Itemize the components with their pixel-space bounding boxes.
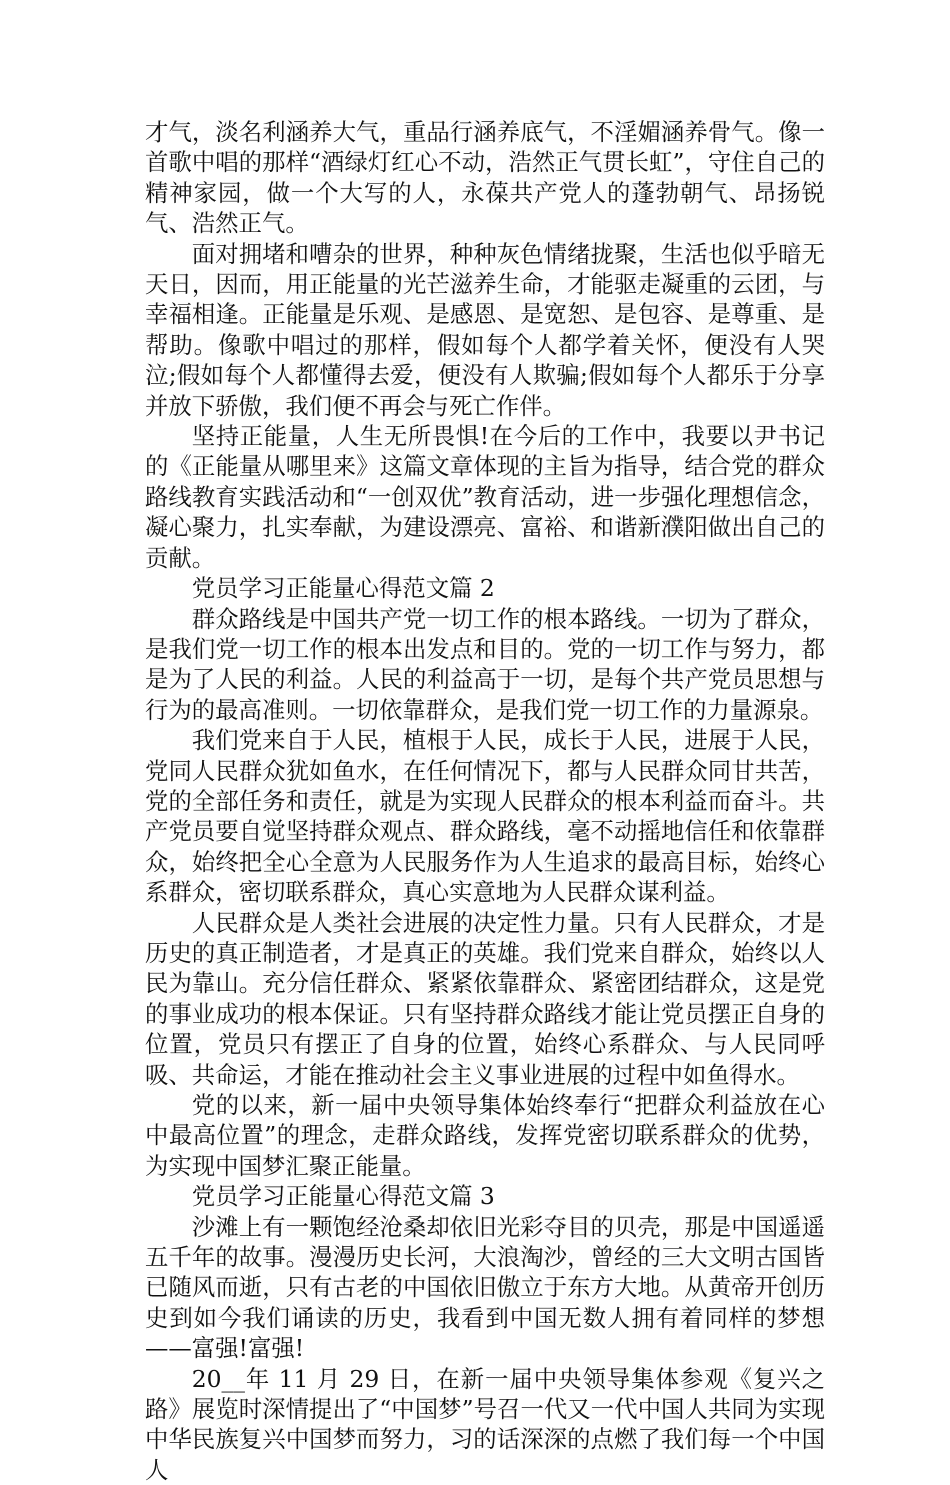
paragraph: 坚持正能量，人生无所畏惧!在今后的工作中，我要以尹书记的《正能量从哪里来》这篇文章体现的主旨为指导，结合党的群众路线教育实践活动和“一创双优”教育活动，进一步强化理想信念，凝心聚力，扎实奉献，为建设漂亮、富裕、和谐新濮阳做出自己的贡献。 — [145, 422, 825, 572]
section-heading: 党员学习正能量心得范文篇 3 — [191, 1182, 495, 1211]
paragraph: 党的以来，新一届中央领导集体始终奉行“把群众利益放在心中最高位置”的理念，走群众路线，发挥党密切联系群众的优势，为实现中国梦汇聚正能量。 — [145, 1091, 825, 1180]
paragraph: 我们党来自于人民，植根于人民，成长于人民，进展于人民，党同人民群众犹如鱼水，在任何情况下，都与人民群众同甘共苦，党的全部任务和责任，就是为实现人民群众的根本利益而奋斗。共产党员要自觉坚持群众观点、群众路线，毫不动摇地信任和依靠群众，始终把全心全意为人民服务作为人生追求的最高目标，始终心系群众，密切联系群众，真心实意地为人民群众谋利益。 — [145, 726, 825, 907]
paragraph: 沙滩上有一颗饱经沧桑却依旧光彩夺目的贝壳，那是中国遥遥五千年的故事。漫漫历史长河，大浪淘沙，曾经的三大文明古国皆已随风而逝，只有古老的中国依旧傲立于东方大地。从黄帝开创历史到如今我们诵读的历史，我看到中国无数人拥有着同样的梦想——富强!富强! — [145, 1212, 825, 1363]
paragraph: 人民群众是人类社会进展的决定性力量。只有人民群众，才是历史的真正制造者，才是真正的英雄。我们党来自群众，始终以人民为靠山。充分信任群众、紧紧依靠群众、紧密团结群众，这是党的事业成功的根本保证。只有坚持群众路线才能让党员摆正自身的位置，党员只有摆正了自身的位置，始终心系群众、与人民同呼吸、共命运，才能在推动社会主义事业进展的过程中如鱼得水。 — [145, 908, 825, 1089]
paragraph: 群众路线是中国共产党一切工作的根本路线。一切为了群众，是我们党一切工作的根本出发点和目的。党的一切工作与努力，都是为了人民的利益。人民的利益高于一切，是每个共产党员思想与行为的最高准则。一切依靠群众，是我们党一切工作的力量源泉。 — [145, 604, 825, 724]
paragraph: 20__年 11 月 29 日，在新一届中央领导集体参观《复兴之路》展览时深情提出了“中国梦”号召一代又一代中国人共同为实现中华民族复兴中国梦而努力，习的话深深的点燃了我们每一个中国人 — [145, 1364, 825, 1484]
document-body — [145, 117, 825, 1485]
paragraph: 才气，淡名利涵养大气，重品行涵养底气，不淫媚涵养骨气。像一首歌中唱的那样“酒绿灯红心不动，浩然正气贯长虹”，守住自己的精神家园，做一个大写的人，永葆共产党人的蓬勃朝气、昂扬锐气、浩然正气。 — [145, 118, 825, 238]
paragraph: 面对拥堵和嘈杂的世界，种种灰色情绪拢聚，生活也似乎暗无天日，因而，用正能量的光芒滋养生命，才能驱走凝重的云团，与幸福相逢。正能量是乐观、是感恩、是宽恕、是包容、是尊重、是帮助。像歌中唱过的那样，假如每个人都学着关怀，便没有人哭泣;假如每个人都懂得去爱，便没有人欺骗;假如每个人都乐于分享并放下骄傲，我们便不再会与死亡作伴。 — [145, 239, 825, 420]
section-heading: 党员学习正能量心得范文篇 2 — [191, 574, 495, 603]
